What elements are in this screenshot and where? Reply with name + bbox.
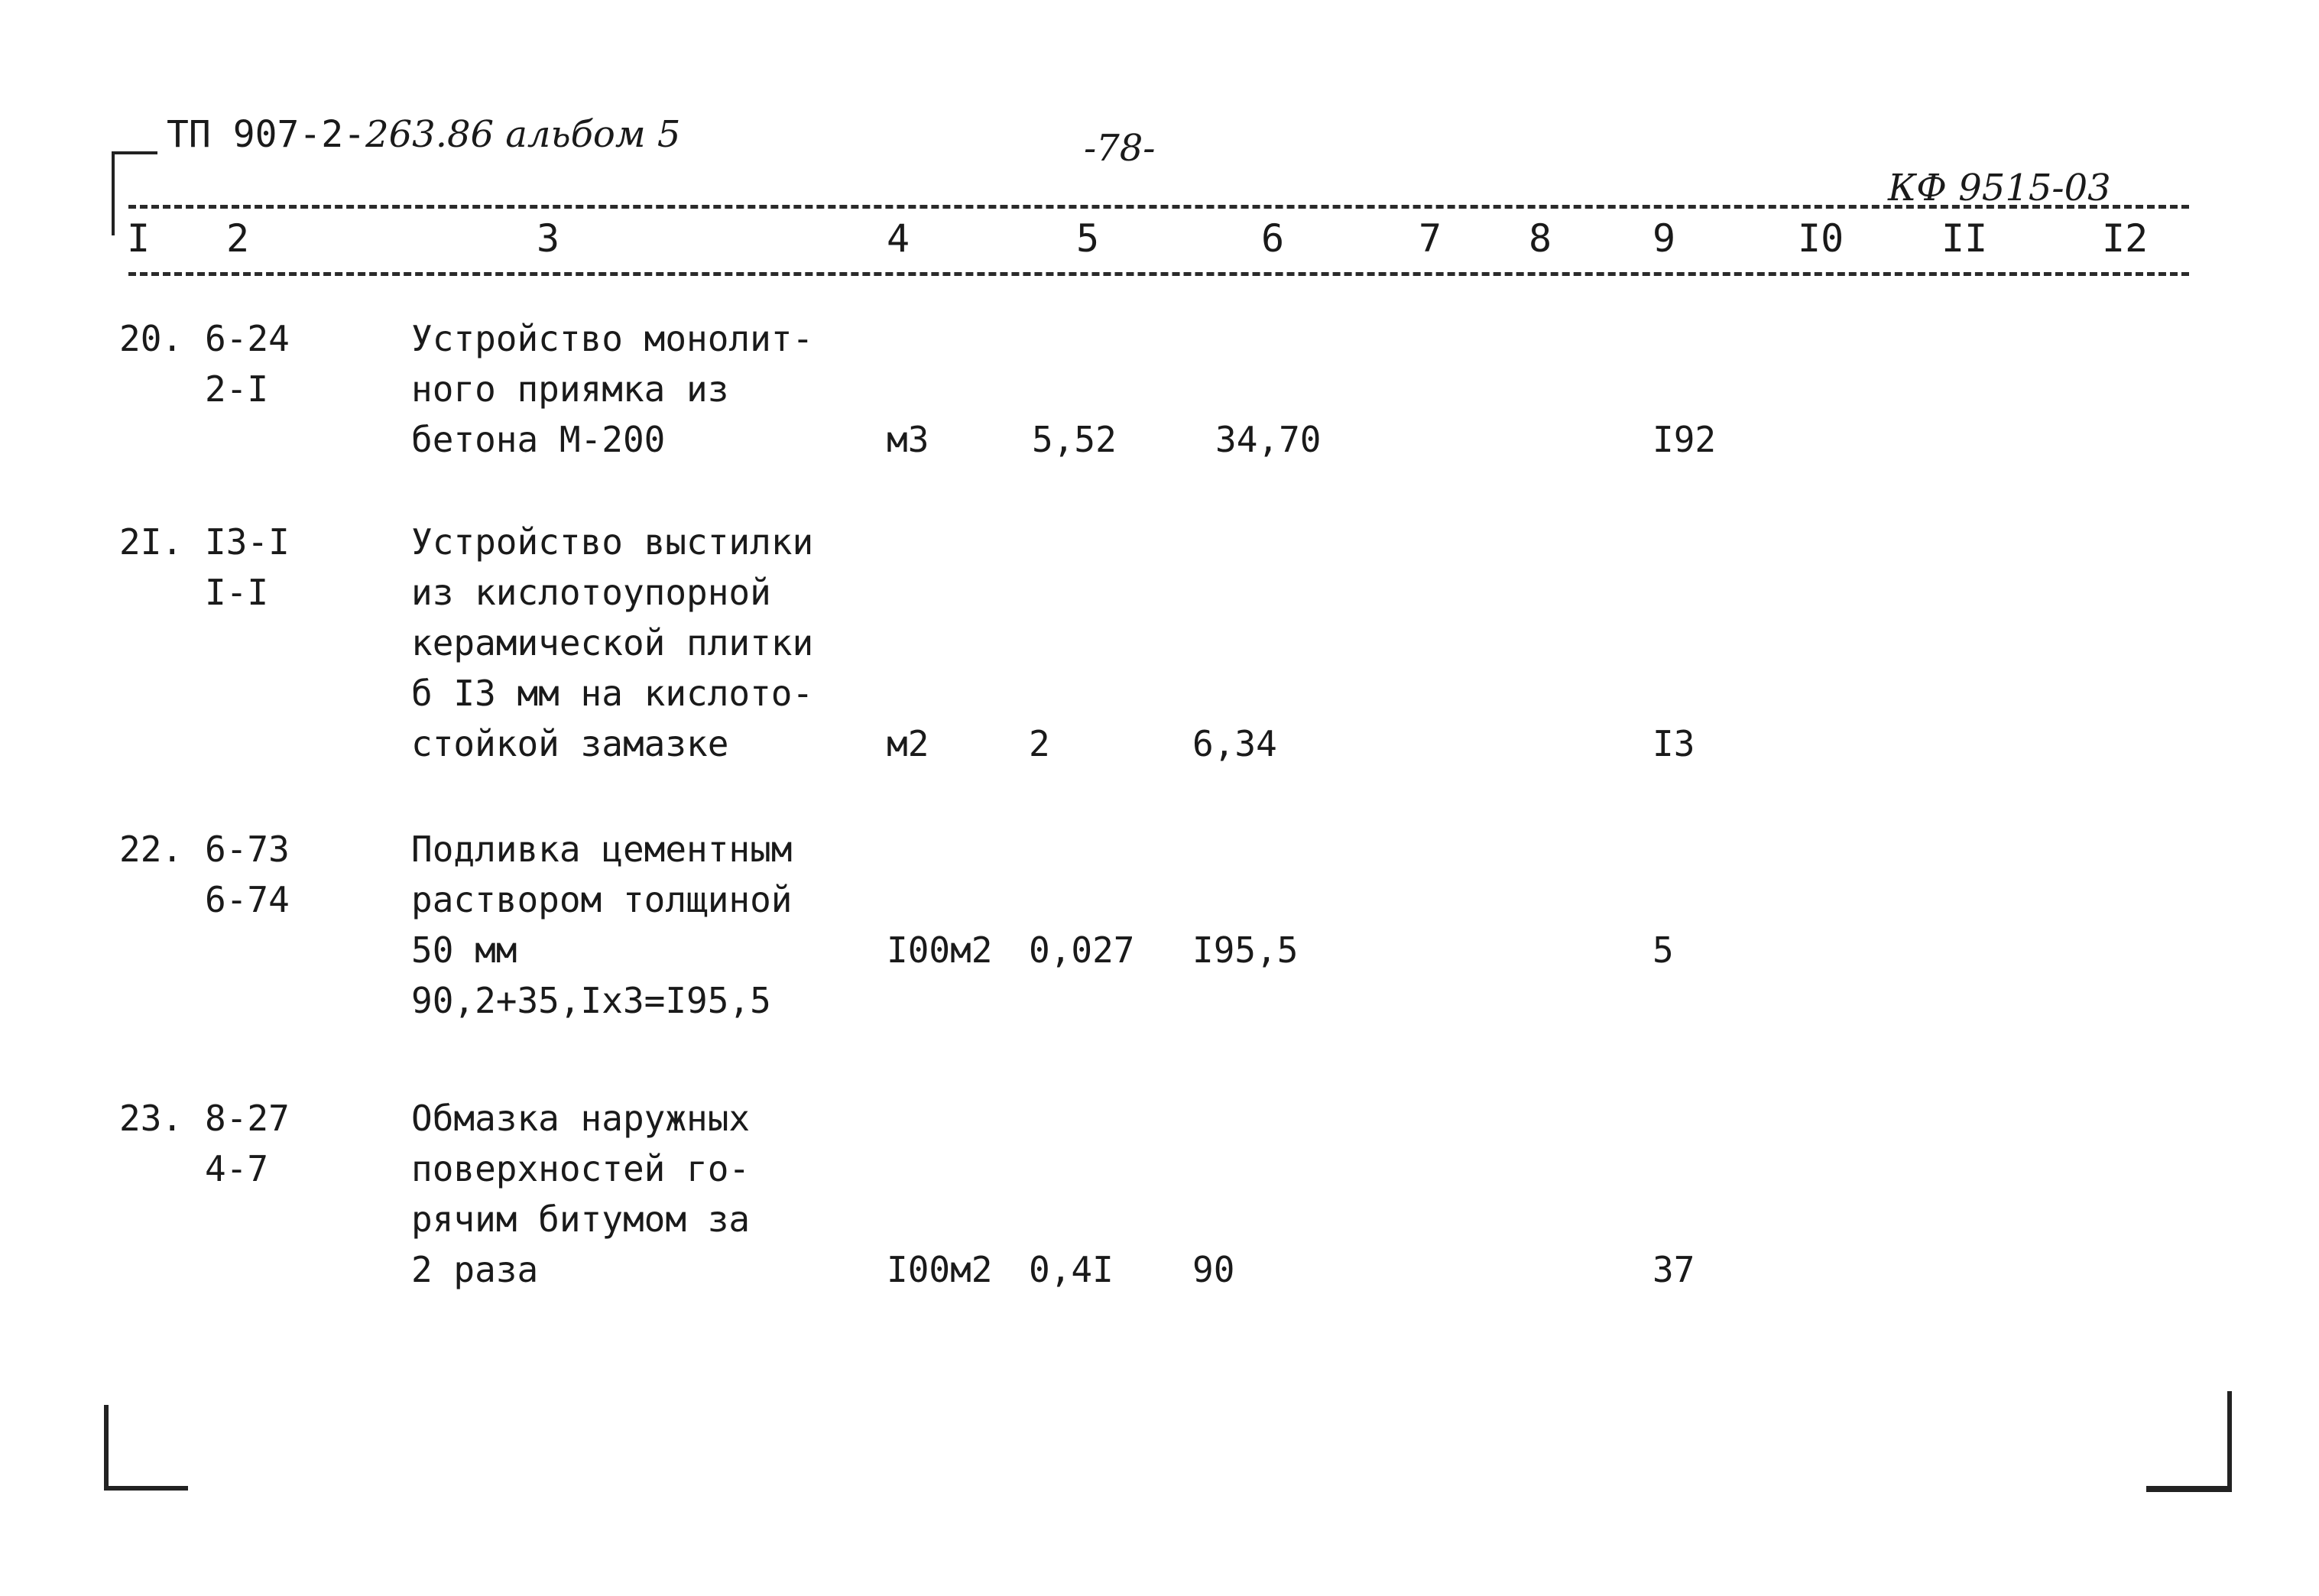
doc-prefix: ТП 907-2-	[167, 113, 366, 156]
col-header-1: I	[127, 216, 151, 261]
description-line: Устройство выстилки	[411, 521, 814, 563]
description-line: керамической плитки	[411, 622, 814, 663]
row-codes	[205, 824, 290, 925]
header-rule-top	[128, 205, 2189, 209]
frame-corner-bottom-left	[104, 1486, 188, 1491]
frame-corner-bottom-left-vertical	[104, 1405, 109, 1491]
document-designation	[167, 113, 680, 156]
row-number: 2I.	[119, 521, 183, 563]
code-line: 6-24	[205, 318, 290, 359]
header-rule-bottom	[128, 272, 2189, 276]
col-header-3: 3	[537, 216, 560, 261]
description-line: Подливка цементным	[411, 829, 793, 870]
col-header-8: 8	[1529, 216, 1552, 261]
page-number: -78-	[1084, 127, 1156, 170]
row-unit-price: I95,5	[1192, 929, 1299, 971]
row-codes	[205, 1093, 290, 1194]
description-line: 50 мм	[411, 929, 517, 971]
description-line: из кислотоупорной	[411, 572, 771, 613]
row-number: 23.	[119, 1098, 183, 1139]
row-quantity: 2	[1029, 723, 1050, 764]
description-line: б I3 мм на кислото-	[411, 673, 814, 714]
code-line: 6-73	[205, 829, 290, 870]
code-line: 8-27	[205, 1098, 290, 1139]
col-header-5: 5	[1076, 216, 1100, 261]
col-header-9: 9	[1652, 216, 1676, 261]
row-unit-price: 90	[1192, 1249, 1235, 1290]
row-total: 37	[1652, 1249, 1695, 1290]
row-number: 22.	[119, 829, 183, 870]
code-line: 4-7	[205, 1148, 269, 1189]
code-line: 6-74	[205, 879, 290, 920]
frame-corner-top-left	[112, 151, 157, 154]
row-codes	[205, 313, 290, 414]
row-description	[411, 313, 813, 465]
description-line: 90,2+35,Iх3=I95,5	[411, 980, 771, 1021]
row-total: 5	[1652, 929, 1674, 971]
row-description	[411, 517, 813, 769]
row-unit: м2	[887, 723, 929, 764]
description-line: Устройство монолит-	[411, 318, 814, 359]
col-header-11: II	[1941, 216, 1988, 261]
row-unit-price: 6,34	[1192, 723, 1277, 764]
row-codes	[205, 517, 290, 618]
description-line: стойкой замазке	[411, 723, 729, 764]
description-line: рячим битумом за	[411, 1199, 751, 1240]
row-unit: м3	[887, 419, 929, 460]
col-header-2: 2	[226, 216, 250, 261]
row-quantity: 5,52	[1032, 419, 1117, 460]
document-code: КФ 9515-03	[1888, 167, 2111, 209]
doc-suffix: 263.86 альбом 5	[365, 113, 681, 156]
col-header-10: I0	[1798, 216, 1844, 261]
row-description	[411, 1093, 750, 1295]
frame-corner-top-left-vertical	[112, 151, 115, 235]
row-unit-price: 34,70	[1215, 419, 1322, 460]
description-line: поверхностей го-	[411, 1148, 751, 1189]
description-line: ного приямка из	[411, 368, 729, 410]
row-unit: I00м2	[887, 1249, 993, 1290]
description-line: Обмазка наружных	[411, 1098, 751, 1139]
row-description	[411, 824, 793, 1026]
row-unit: I00м2	[887, 929, 993, 971]
col-header-7: 7	[1419, 216, 1442, 261]
col-header-4: 4	[887, 216, 910, 261]
description-line: 2 раза	[411, 1249, 539, 1290]
description-line: раствором толщиной	[411, 879, 793, 920]
col-header-12: I2	[2102, 216, 2149, 261]
frame-corner-bottom-right-vertical	[2227, 1391, 2232, 1492]
row-quantity: 0,027	[1029, 929, 1135, 971]
col-header-6: 6	[1261, 216, 1285, 261]
row-quantity: 0,4I	[1029, 1249, 1114, 1290]
description-line: бетона М-200	[411, 419, 666, 460]
code-line: I-I	[205, 572, 269, 613]
row-total: I92	[1652, 419, 1717, 460]
row-number: 20.	[119, 318, 183, 359]
row-total: I3	[1652, 723, 1695, 764]
frame-corner-bottom-right	[2146, 1486, 2232, 1492]
code-line: 2-I	[205, 368, 269, 410]
code-line: I3-I	[205, 521, 290, 563]
